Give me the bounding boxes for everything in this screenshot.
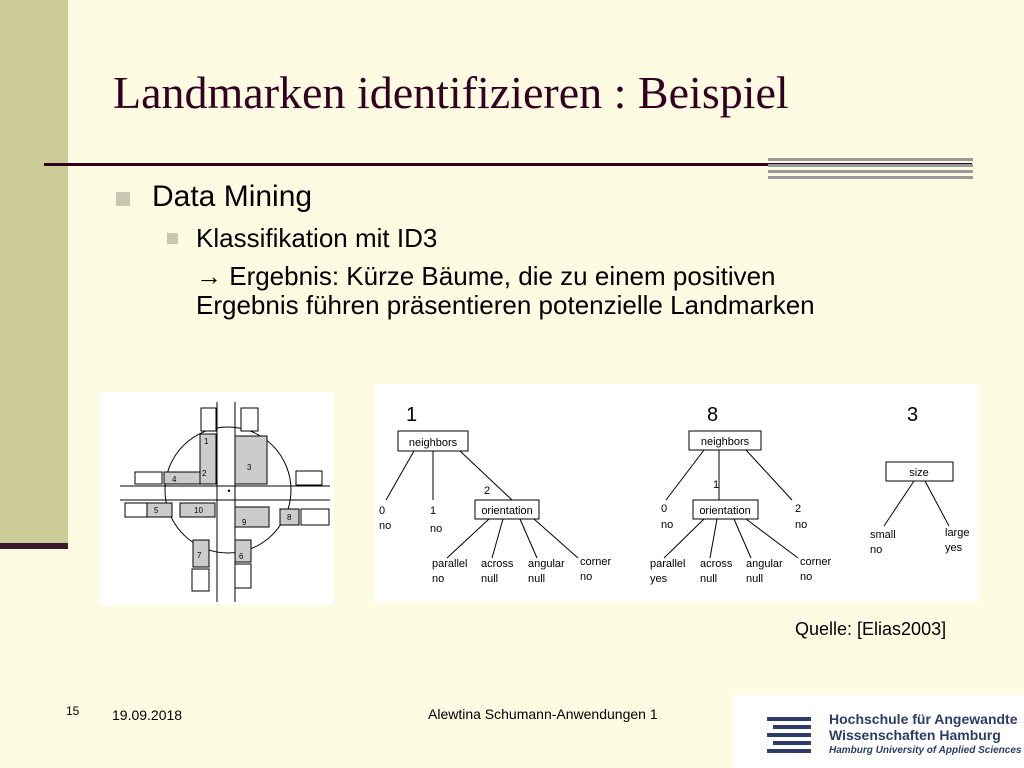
tree-8-leaf-across-label: across — [700, 558, 733, 570]
tree-1 — [379, 404, 612, 585]
ergebnis-line-2: Ergebnis führen präsentieren potenzielle Landmarken — [196, 290, 815, 320]
tree-3-root-label: size — [909, 467, 929, 479]
decision-trees — [374, 384, 980, 602]
tree-8-number: 8 — [707, 404, 719, 426]
left-sidebar-bar — [0, 0, 68, 548]
tree-1-root-label: neighbors — [408, 437, 458, 449]
map-label-7: 7 — [197, 551, 202, 560]
tree-1-leaf-angular-label: angular — [528, 558, 565, 570]
sub-bullet-square-icon — [167, 233, 178, 244]
tree-1-leaf-across-label: across — [481, 558, 514, 570]
university-logo — [732, 695, 1024, 768]
tree-1-leaf-parallel-label: parallel — [432, 558, 468, 570]
tree-1-leaf-corner-value: no — [580, 571, 593, 583]
slide-title: Landmarken identifizieren : Beispiel — [113, 67, 789, 118]
tree-8-leaf-across-value: null — [700, 573, 718, 585]
tree-1-edge-1: 1 — [430, 505, 437, 517]
tree-8-leaf-angular-value: null — [746, 573, 764, 585]
map-label-2: 2 — [202, 469, 207, 478]
tree-1-leaf-parallel-value: no — [432, 573, 445, 585]
footer-author: Alewtina Schumann-Anwendungen 1 — [428, 706, 658, 722]
left-sidebar-accent — [0, 543, 68, 549]
logo-line-2: Wissenschaften Hamburg — [829, 727, 1001, 743]
footer-date: 19.09.2018 — [112, 707, 183, 723]
tree-1-leaf-1: no — [430, 523, 443, 535]
slide-number: 15 — [66, 704, 80, 718]
tree-8-edge-0: 0 — [661, 503, 668, 515]
tree-3 — [870, 404, 969, 556]
tree-1-leaf-0: no — [379, 520, 392, 532]
map-label-6: 6 — [239, 552, 244, 561]
tree-8-leaf-parallel-label: parallel — [650, 558, 686, 570]
map-label-8: 8 — [287, 513, 292, 522]
haw-logo-lines-icon — [767, 717, 815, 757]
tree-1-number: 1 — [406, 404, 418, 426]
logo-line-3: Hamburg University of Applied Sciences — [829, 745, 1022, 756]
tree-8-leaf-corner-label: corner — [800, 556, 832, 568]
tree-1-leaf-angular-value: null — [528, 573, 546, 585]
tree-1-edge-0: 0 — [379, 505, 386, 517]
map-label-10: 10 — [194, 506, 203, 515]
tree-8 — [650, 404, 832, 585]
map-label-9: 9 — [242, 518, 247, 527]
tree-8-edge-2: 2 — [795, 503, 802, 515]
tree-8-leaf-angular-label: angular — [746, 558, 783, 570]
tree-1-leaf-corner-label: corner — [580, 556, 612, 568]
bullet-klassifikation: Klassifikation mit ID3 — [196, 223, 438, 253]
tree-8-root-label: neighbors — [700, 436, 750, 448]
tree-8-child-label: orientation — [699, 505, 751, 517]
map-label-4: 4 — [172, 475, 177, 484]
tree-8-leaf-parallel-value: yes — [650, 573, 668, 585]
decision-trees-figure — [374, 384, 980, 602]
bullet-square-icon — [116, 192, 130, 206]
tree-3-leaf-small-label: small — [870, 529, 896, 541]
tree-3-leaf-large-value: yes — [945, 542, 963, 554]
tree-8-edge-1: 1 — [713, 479, 720, 491]
tree-1-edge-2: 2 — [484, 485, 491, 497]
tree-8-leaf-0: no — [661, 519, 674, 531]
source-citation: Quelle: [Elias2003] — [795, 619, 947, 639]
intersection-map-figure — [100, 392, 334, 605]
logo-line-1: Hochschule für Angewandte — [829, 711, 1018, 727]
ergebnis-line-1: → Ergebnis: Kürze Bäume, die zu einem positiven — [196, 261, 776, 291]
map-center-mark: • — [227, 486, 231, 496]
intersection-map — [100, 392, 334, 605]
divider-stripes — [768, 158, 973, 180]
tree-1-child-label: orientation — [481, 505, 533, 517]
bullet-data-mining: Data Mining — [152, 180, 313, 213]
map-label-3: 3 — [247, 463, 252, 472]
map-label-1: 1 — [204, 437, 209, 446]
tree-3-leaf-large-label: large — [945, 527, 970, 539]
tree-3-number: 3 — [907, 404, 919, 426]
tree-1-leaf-across-value: null — [481, 573, 499, 585]
tree-3-leaf-small-value: no — [870, 544, 883, 556]
logo-text — [829, 711, 1021, 759]
tree-8-leaf-corner-value: no — [800, 571, 813, 583]
tree-8-leaf-2: no — [795, 519, 808, 531]
map-label-5: 5 — [154, 506, 159, 515]
bullet-ergebnis — [196, 262, 815, 320]
